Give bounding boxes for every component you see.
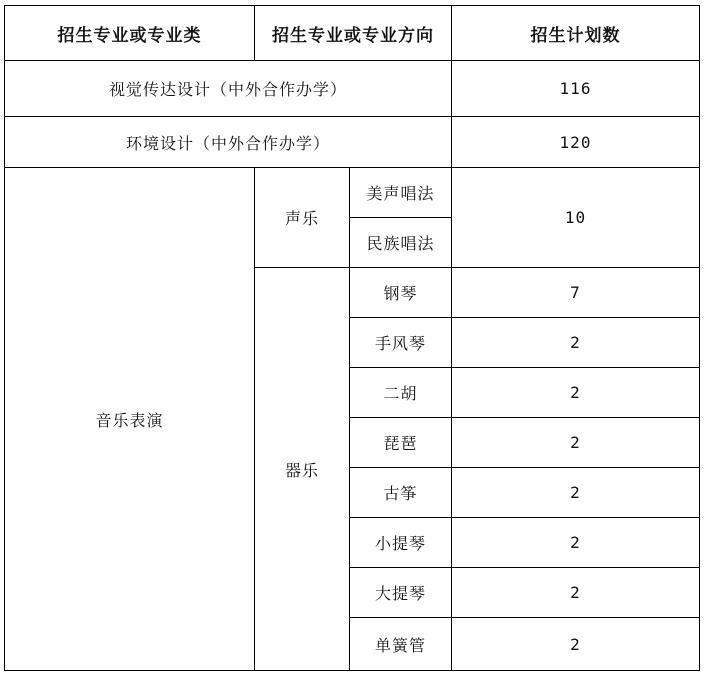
table-header-row [5,6,700,61]
plan-count-cell: 120 [452,117,700,168]
table-row [5,117,700,168]
sub-direction-cell: 琵琶 [350,418,452,468]
sub-direction-cell: 美声唱法 [350,168,452,218]
sub-direction-cell: 二胡 [350,368,452,418]
plan-count-cell: 2 [452,418,700,468]
plan-count-cell: 2 [452,618,700,671]
table-row [5,61,700,117]
plan-count-cell: 7 [452,268,700,318]
plan-count-cell: 10 [452,168,700,268]
major-name-cell: 环境设计（中外合作办学） [5,117,452,168]
sub-direction-cell: 手风琴 [350,318,452,368]
plan-count-cell: 116 [452,61,700,117]
plan-count-cell: 2 [452,318,700,368]
plan-count-cell: 2 [452,368,700,418]
instrumental-label-cell: 器乐 [255,268,350,671]
sub-direction-cell: 大提琴 [350,568,452,618]
header-count: 招生计划数 [452,6,700,61]
sub-direction-cell: 小提琴 [350,518,452,568]
major-name-cell: 视觉传达设计（中外合作办学） [5,61,452,117]
plan-count-cell: 2 [452,468,700,518]
sub-direction-cell: 单簧管 [350,618,452,671]
sub-direction-cell: 民族唱法 [350,218,452,268]
enrollment-plan-table [4,5,700,671]
music-category-cell: 音乐表演 [5,168,255,671]
plan-count-cell: 2 [452,518,700,568]
header-category: 招生专业或专业类 [5,6,255,61]
vocal-label-cell: 声乐 [255,168,350,268]
header-direction: 招生专业或专业方向 [255,6,452,61]
table-row [5,168,700,218]
sub-direction-cell: 古筝 [350,468,452,518]
plan-count-cell: 2 [452,568,700,618]
sub-direction-cell: 钢琴 [350,268,452,318]
